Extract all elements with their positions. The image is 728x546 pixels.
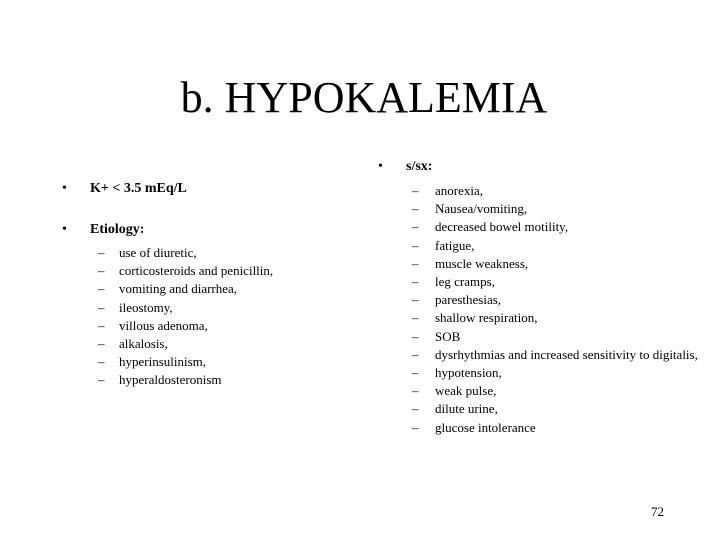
bullet-label: Etiology:: [90, 222, 145, 237]
list-item: – use of diuretic,: [92, 244, 362, 262]
dash-icon: –: [412, 255, 419, 271]
list-item: – glucose intolerance: [406, 419, 708, 437]
dash-icon: –: [412, 346, 419, 362]
list-item: – decreased bowel motility,: [406, 218, 708, 236]
dash-icon: –: [98, 245, 105, 260]
dash-icon: –: [98, 317, 105, 333]
list-item: – anorexia,: [406, 182, 708, 200]
dash-icon: –: [412, 419, 419, 435]
dash-icon: –: [412, 292, 419, 308]
list-item: – weak pulse,: [406, 382, 708, 400]
list-item: – hypotension,: [406, 364, 708, 382]
dash-icon: –: [412, 401, 419, 417]
dash-icon: –: [98, 336, 105, 352]
dash-icon: –: [412, 365, 419, 381]
list-item: – villous adenoma,: [92, 317, 362, 335]
dash-icon: –: [412, 201, 419, 217]
bullet-icon: •: [62, 222, 67, 237]
list-item: – dilute urine,: [406, 400, 708, 418]
dash-icon: –: [98, 354, 105, 370]
right-column: [378, 158, 708, 437]
slide-number: 72: [651, 504, 664, 519]
bullet-icon: •: [62, 181, 67, 196]
bullet-signs-symptoms: [378, 158, 708, 176]
dash-icon: –: [412, 328, 419, 344]
bullet-label: K+ < 3.5 mEq/L: [90, 181, 187, 196]
list-item: – shallow respiration,: [406, 309, 708, 327]
dash-icon: –: [412, 183, 419, 198]
list-item: – Nausea/vomiting,: [406, 200, 708, 218]
symptoms-list: [406, 182, 708, 437]
dash-icon: –: [98, 372, 105, 388]
dash-icon: –: [98, 263, 105, 279]
list-item: – hyperaldosteronism: [92, 371, 362, 389]
bullet-label: s/sx:: [406, 159, 433, 174]
dash-icon: –: [412, 237, 419, 253]
list-item: – corticosteroids and penicillin,: [92, 262, 362, 280]
list-item: – paresthesias,: [406, 291, 708, 309]
list-item: – vomiting and diarrhea,: [92, 280, 362, 298]
list-item: – fatigue,: [406, 237, 708, 255]
list-item: – hyperinsulinism,: [92, 353, 362, 371]
left-column: [62, 180, 362, 390]
list-item: – alkalosis,: [92, 335, 362, 353]
list-item: – dysrhythmias and increased sensitivity to digitalis,: [406, 346, 708, 364]
bullet-potassium-level: [62, 180, 362, 198]
dash-icon: –: [98, 281, 105, 297]
list-item: – ileostomy,: [92, 299, 362, 317]
dash-icon: –: [412, 310, 419, 326]
list-item: – SOB: [406, 328, 708, 346]
dash-icon: –: [412, 383, 419, 399]
dash-icon: –: [412, 274, 419, 290]
slide-title: b. HYPOKALEMIA: [180, 73, 548, 122]
list-item: – muscle weakness,: [406, 255, 708, 273]
bullet-etiology: [62, 221, 362, 239]
dash-icon: –: [412, 219, 419, 235]
list-item: – leg cramps,: [406, 273, 708, 291]
bullet-icon: •: [378, 159, 383, 174]
etiology-list: [92, 244, 362, 390]
dash-icon: –: [98, 299, 105, 315]
